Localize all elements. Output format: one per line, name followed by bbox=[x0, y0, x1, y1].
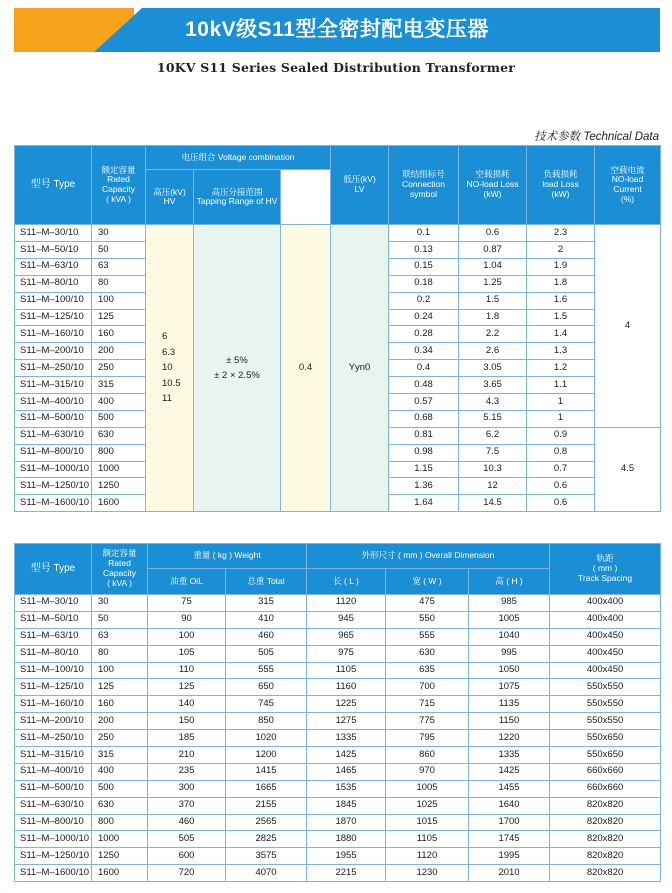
table-row bbox=[15, 814, 661, 831]
cell-capacity: 80 bbox=[92, 275, 146, 292]
cell-model: S11–M–315/10 bbox=[15, 377, 92, 394]
table-row bbox=[15, 696, 661, 713]
cell-noload-loss: 1.36 bbox=[389, 478, 459, 495]
cell-height: 1075 bbox=[469, 679, 550, 696]
cell-length: 1845 bbox=[307, 797, 386, 814]
cell-noload-loss: 0.18 bbox=[389, 275, 459, 292]
cell-noload-loss: 0.15 bbox=[389, 258, 459, 275]
cell-height: 2010 bbox=[469, 865, 550, 882]
table-row bbox=[15, 747, 661, 764]
cell-total-weight: 315 bbox=[226, 595, 307, 612]
cell-noload-loss: 0.2 bbox=[389, 292, 459, 309]
cell-impedance-4: 4 bbox=[595, 225, 661, 428]
cell-track-spacing: 550x550 bbox=[550, 713, 661, 730]
cell-noload-current: 2 bbox=[527, 242, 595, 259]
cell-noload-current: 0.8 bbox=[527, 444, 595, 461]
cell-load-loss: 0.6 bbox=[459, 225, 527, 242]
cell-noload-loss: 0.34 bbox=[389, 343, 459, 360]
cell-capacity: 1600 bbox=[92, 865, 148, 882]
cell-oil-weight: 460 bbox=[148, 814, 226, 831]
cell-track-spacing: 820x820 bbox=[550, 814, 661, 831]
cell-width: 630 bbox=[386, 645, 469, 662]
cell-noload-loss: 0.13 bbox=[389, 242, 459, 259]
cell-capacity: 63 bbox=[92, 628, 148, 645]
cell-load-loss: 5.15 bbox=[459, 410, 527, 427]
cell-height: 1005 bbox=[469, 611, 550, 628]
cell-capacity: 630 bbox=[92, 797, 148, 814]
cell-total-weight: 2155 bbox=[226, 797, 307, 814]
col-header-noload-loss: 空载损耗 NO-load Loss (kW) bbox=[459, 146, 527, 225]
cell-oil-weight: 370 bbox=[148, 797, 226, 814]
col-header-connection: 联结组标号 Connection symbol bbox=[389, 146, 459, 225]
cell-load-loss: 6.2 bbox=[459, 427, 527, 444]
cell-track-spacing: 550x550 bbox=[550, 679, 661, 696]
cell-total-weight: 1665 bbox=[226, 780, 307, 797]
table-row bbox=[15, 797, 661, 814]
cell-model: S11–M–50/10 bbox=[15, 611, 92, 628]
cell-total-weight: 4070 bbox=[226, 865, 307, 882]
cell-capacity: 800 bbox=[92, 814, 148, 831]
col-header-load-loss: 负载损耗 load Loss (kW) bbox=[527, 146, 595, 225]
cell-noload-loss: 0.28 bbox=[389, 326, 459, 343]
t2-col-header-track: 轨距 ( mm ) Track Spacing bbox=[550, 544, 661, 595]
t2-col-header-height: 高 ( H ) bbox=[469, 569, 550, 595]
cell-total-weight: 850 bbox=[226, 713, 307, 730]
cell-load-loss: 3.65 bbox=[459, 377, 527, 394]
cell-oil-weight: 140 bbox=[148, 696, 226, 713]
cell-model: S11–M–1000/10 bbox=[15, 461, 92, 478]
cell-capacity: 400 bbox=[92, 763, 148, 780]
tap-value: ± 2 × 2.5% bbox=[214, 370, 260, 382]
cell-height: 1745 bbox=[469, 831, 550, 848]
cell-total-weight: 745 bbox=[226, 696, 307, 713]
cell-capacity: 160 bbox=[92, 696, 148, 713]
cell-total-weight: 1200 bbox=[226, 747, 307, 764]
cell-load-loss: 12 bbox=[459, 478, 527, 495]
weight-dimension-table bbox=[14, 543, 661, 882]
cell-track-spacing: 660x660 bbox=[550, 763, 661, 780]
cell-total-weight: 3575 bbox=[226, 848, 307, 865]
cell-length: 1275 bbox=[307, 713, 386, 730]
col-header-lv: 低压(kV) LV bbox=[331, 146, 389, 225]
cell-capacity: 63 bbox=[92, 258, 146, 275]
cell-track-spacing: 820x820 bbox=[550, 831, 661, 848]
hv-value: 6.3 bbox=[162, 346, 176, 358]
cell-model: S11–M–1250/10 bbox=[15, 848, 92, 865]
table-row bbox=[15, 831, 661, 848]
cell-load-loss: 1.8 bbox=[459, 309, 527, 326]
table-row bbox=[15, 763, 661, 780]
cell-hv-values bbox=[146, 225, 194, 512]
cell-noload-current: 0.9 bbox=[527, 427, 595, 444]
cell-capacity: 200 bbox=[92, 713, 148, 730]
cell-length: 1225 bbox=[307, 696, 386, 713]
cell-noload-loss: 0.1 bbox=[389, 225, 459, 242]
cell-width: 1105 bbox=[386, 831, 469, 848]
cell-noload-current: 1.5 bbox=[527, 309, 595, 326]
cell-length: 1880 bbox=[307, 831, 386, 848]
table-row bbox=[15, 595, 661, 612]
cell-noload-current: 0.6 bbox=[527, 478, 595, 495]
cell-capacity: 160 bbox=[92, 326, 146, 343]
cell-impedance-4-5: 4.5 bbox=[595, 427, 661, 511]
cell-capacity: 100 bbox=[92, 292, 146, 309]
col-header-tapping: 高压分接范围 Tapping Range of HV bbox=[194, 170, 281, 225]
cell-width: 970 bbox=[386, 763, 469, 780]
cell-width: 635 bbox=[386, 662, 469, 679]
table-row bbox=[15, 628, 661, 645]
table-row bbox=[15, 865, 661, 882]
cell-model: S11–M–250/10 bbox=[15, 360, 92, 377]
cell-model: S11–M–125/10 bbox=[15, 679, 92, 696]
cell-noload-loss: 0.81 bbox=[389, 427, 459, 444]
cell-capacity: 315 bbox=[92, 747, 148, 764]
cell-capacity: 315 bbox=[92, 377, 146, 394]
cell-model: S11–M–160/10 bbox=[15, 326, 92, 343]
cell-load-loss: 10.3 bbox=[459, 461, 527, 478]
cell-capacity: 500 bbox=[92, 410, 146, 427]
cell-capacity: 1000 bbox=[92, 831, 148, 848]
cell-capacity: 500 bbox=[92, 780, 148, 797]
cell-capacity: 50 bbox=[92, 242, 146, 259]
cell-noload-loss: 0.68 bbox=[389, 410, 459, 427]
cell-noload-loss: 0.24 bbox=[389, 309, 459, 326]
table-row bbox=[15, 662, 661, 679]
cell-noload-loss: 0.48 bbox=[389, 377, 459, 394]
cell-length: 1120 bbox=[307, 595, 386, 612]
cell-oil-weight: 105 bbox=[148, 645, 226, 662]
cell-model: S11–M–30/10 bbox=[15, 595, 92, 612]
cell-tapping-range bbox=[194, 225, 281, 512]
cell-length: 1335 bbox=[307, 730, 386, 747]
cell-capacity: 30 bbox=[92, 225, 146, 242]
cell-model: S11–M–200/10 bbox=[15, 343, 92, 360]
cell-width: 555 bbox=[386, 628, 469, 645]
cell-track-spacing: 400x450 bbox=[550, 628, 661, 645]
cell-length: 965 bbox=[307, 628, 386, 645]
cell-width: 715 bbox=[386, 696, 469, 713]
table-row bbox=[15, 611, 661, 628]
cell-model: S11–M–1250/10 bbox=[15, 478, 92, 495]
cell-capacity: 250 bbox=[92, 730, 148, 747]
cell-noload-current: 1.1 bbox=[527, 377, 595, 394]
cell-total-weight: 410 bbox=[226, 611, 307, 628]
hv-value: 11 bbox=[162, 393, 172, 405]
cell-capacity: 125 bbox=[92, 309, 146, 326]
cell-load-loss: 1.5 bbox=[459, 292, 527, 309]
cell-track-spacing: 550x650 bbox=[550, 747, 661, 764]
cell-capacity: 30 bbox=[92, 595, 148, 612]
cell-load-loss: 4.3 bbox=[459, 394, 527, 411]
cell-noload-current: 1 bbox=[527, 394, 595, 411]
cell-noload-loss: 0.98 bbox=[389, 444, 459, 461]
table-row bbox=[15, 645, 661, 662]
cell-model: S11–M–80/10 bbox=[15, 275, 92, 292]
cell-model: S11–M–1600/10 bbox=[15, 865, 92, 882]
cell-capacity: 1000 bbox=[92, 461, 146, 478]
cell-oil-weight: 600 bbox=[148, 848, 226, 865]
cell-capacity: 630 bbox=[92, 427, 146, 444]
cell-total-weight: 505 bbox=[226, 645, 307, 662]
table-row bbox=[15, 679, 661, 696]
cell-load-loss: 1.04 bbox=[459, 258, 527, 275]
cell-model: S11–M–125/10 bbox=[15, 309, 92, 326]
cell-width: 860 bbox=[386, 747, 469, 764]
cell-length: 2215 bbox=[307, 865, 386, 882]
cell-model: S11–M–400/10 bbox=[15, 394, 92, 411]
cell-track-spacing: 400x450 bbox=[550, 645, 661, 662]
cell-total-weight: 2825 bbox=[226, 831, 307, 848]
cell-width: 1120 bbox=[386, 848, 469, 865]
hv-value: 10 bbox=[162, 362, 173, 374]
cell-height: 1995 bbox=[469, 848, 550, 865]
cell-model: S11–M–100/10 bbox=[15, 662, 92, 679]
cell-oil-weight: 210 bbox=[148, 747, 226, 764]
cell-height: 1335 bbox=[469, 747, 550, 764]
t2-col-header-oil: 油重 OiL bbox=[148, 569, 226, 595]
col-header-noload-current: 空载电流 NO-load Current (%) bbox=[595, 146, 661, 225]
cell-noload-current: 0.6 bbox=[527, 495, 595, 512]
cell-noload-loss: 0.4 bbox=[389, 360, 459, 377]
cell-height: 1455 bbox=[469, 780, 550, 797]
cell-load-loss: 1.25 bbox=[459, 275, 527, 292]
cell-model: S11–M–315/10 bbox=[15, 747, 92, 764]
technical-data-table bbox=[14, 145, 661, 512]
cell-track-spacing: 820x820 bbox=[550, 848, 661, 865]
title-banner bbox=[14, 8, 660, 52]
cell-capacity: 1250 bbox=[92, 478, 146, 495]
cell-width: 795 bbox=[386, 730, 469, 747]
cell-track-spacing: 820x820 bbox=[550, 797, 661, 814]
cell-height: 995 bbox=[469, 645, 550, 662]
cell-capacity: 125 bbox=[92, 679, 148, 696]
cell-length: 1105 bbox=[307, 662, 386, 679]
cell-total-weight: 1020 bbox=[226, 730, 307, 747]
col-header-hv: 高压(kV) HV bbox=[146, 170, 194, 225]
cell-lv-value: 0.4 bbox=[281, 225, 331, 512]
cell-model: S11–M–30/10 bbox=[15, 225, 92, 242]
cell-noload-current: 0.7 bbox=[527, 461, 595, 478]
cell-capacity: 50 bbox=[92, 611, 148, 628]
cell-width: 1230 bbox=[386, 865, 469, 882]
cell-capacity: 80 bbox=[92, 645, 148, 662]
t2-col-header-capacity: 额定容量 Rated Capacity ( kVA ) bbox=[92, 544, 148, 595]
cell-height: 1050 bbox=[469, 662, 550, 679]
page-title: 10kV级S11型全密封配电变压器 bbox=[185, 18, 489, 41]
cell-track-spacing: 400x450 bbox=[550, 662, 661, 679]
cell-load-loss: 2.2 bbox=[459, 326, 527, 343]
cell-load-loss: 0.87 bbox=[459, 242, 527, 259]
cell-model: S11–M–500/10 bbox=[15, 780, 92, 797]
cell-height: 1700 bbox=[469, 814, 550, 831]
cell-oil-weight: 720 bbox=[148, 865, 226, 882]
cell-height: 1220 bbox=[469, 730, 550, 747]
cell-noload-current: 1.2 bbox=[527, 360, 595, 377]
cell-oil-weight: 125 bbox=[148, 679, 226, 696]
cell-oil-weight: 235 bbox=[148, 763, 226, 780]
cell-height: 985 bbox=[469, 595, 550, 612]
cell-model: S11–M–63/10 bbox=[15, 628, 92, 645]
cell-noload-current: 1.6 bbox=[527, 292, 595, 309]
cell-noload-loss: 1.64 bbox=[389, 495, 459, 512]
cell-capacity: 100 bbox=[92, 662, 148, 679]
cell-model: S11–M–160/10 bbox=[15, 696, 92, 713]
table-row bbox=[15, 713, 661, 730]
cell-total-weight: 650 bbox=[226, 679, 307, 696]
table-row bbox=[15, 730, 661, 747]
cell-model: S11–M–50/10 bbox=[15, 242, 92, 259]
cell-width: 1005 bbox=[386, 780, 469, 797]
cell-model: S11–M–400/10 bbox=[15, 763, 92, 780]
cell-oil-weight: 100 bbox=[148, 628, 226, 645]
cell-height: 1040 bbox=[469, 628, 550, 645]
table-row bbox=[15, 848, 661, 865]
t2-col-header-dimension: 外形尺寸 ( mm ) Overall Dimension bbox=[307, 544, 550, 569]
cell-capacity: 200 bbox=[92, 343, 146, 360]
cell-width: 775 bbox=[386, 713, 469, 730]
col-header-model: 型号 Type bbox=[15, 146, 92, 225]
cell-height: 1640 bbox=[469, 797, 550, 814]
cell-connection-value: Yyn0 bbox=[331, 225, 389, 512]
cell-load-loss: 7.5 bbox=[459, 444, 527, 461]
cell-height: 1425 bbox=[469, 763, 550, 780]
cell-model: S11–M–100/10 bbox=[15, 292, 92, 309]
cell-oil-weight: 300 bbox=[148, 780, 226, 797]
cell-track-spacing: 550x550 bbox=[550, 696, 661, 713]
cell-width: 700 bbox=[386, 679, 469, 696]
cell-model: S11–M–1600/10 bbox=[15, 495, 92, 512]
cell-oil-weight: 185 bbox=[148, 730, 226, 747]
technical-data-label: 技术参数 Technical Data bbox=[534, 131, 659, 143]
cell-oil-weight: 110 bbox=[148, 662, 226, 679]
cell-noload-current: 1.4 bbox=[527, 326, 595, 343]
col-header-voltage-combination: 电压组合 Voltage combination bbox=[146, 146, 331, 170]
table-row bbox=[15, 225, 661, 242]
cell-length: 1955 bbox=[307, 848, 386, 865]
cell-noload-loss: 1.15 bbox=[389, 461, 459, 478]
t2-col-header-width: 宽 ( W ) bbox=[386, 569, 469, 595]
cell-track-spacing: 820x820 bbox=[550, 865, 661, 882]
hv-value: 10.5 bbox=[162, 377, 181, 389]
cell-track-spacing: 550x650 bbox=[550, 730, 661, 747]
cell-noload-current: 1 bbox=[527, 410, 595, 427]
cell-model: S11–M–250/10 bbox=[15, 730, 92, 747]
cell-load-loss: 3.05 bbox=[459, 360, 527, 377]
cell-model: S11–M–1000/10 bbox=[15, 831, 92, 848]
cell-noload-loss: 0.57 bbox=[389, 394, 459, 411]
cell-noload-current: 1.8 bbox=[527, 275, 595, 292]
cell-oil-weight: 75 bbox=[148, 595, 226, 612]
hv-value: 6 bbox=[162, 331, 168, 343]
t2-col-header-total: 总重 Total bbox=[226, 569, 307, 595]
cell-height: 1150 bbox=[469, 713, 550, 730]
col-header-capacity: 额定容量 Rated Capacity ( kVA ) bbox=[92, 146, 146, 225]
cell-length: 975 bbox=[307, 645, 386, 662]
cell-noload-current: 2.3 bbox=[527, 225, 595, 242]
cell-capacity: 250 bbox=[92, 360, 146, 377]
t2-col-header-length: 长 ( L ) bbox=[307, 569, 386, 595]
cell-track-spacing: 400x400 bbox=[550, 595, 661, 612]
cell-length: 1870 bbox=[307, 814, 386, 831]
cell-noload-current: 1.9 bbox=[527, 258, 595, 275]
cell-total-weight: 1415 bbox=[226, 763, 307, 780]
cell-height: 1135 bbox=[469, 696, 550, 713]
cell-model: S11–M–630/10 bbox=[15, 797, 92, 814]
cell-capacity: 800 bbox=[92, 444, 146, 461]
cell-capacity: 1600 bbox=[92, 495, 146, 512]
cell-track-spacing: 400x400 bbox=[550, 611, 661, 628]
table-row bbox=[15, 780, 661, 797]
cell-width: 475 bbox=[386, 595, 469, 612]
tap-value: ± 5% bbox=[226, 355, 248, 367]
cell-width: 1015 bbox=[386, 814, 469, 831]
cell-noload-current: 1.3 bbox=[527, 343, 595, 360]
cell-oil-weight: 90 bbox=[148, 611, 226, 628]
cell-model: S11–M–80/10 bbox=[15, 645, 92, 662]
cell-width: 1025 bbox=[386, 797, 469, 814]
cell-model: S11–M–630/10 bbox=[15, 427, 92, 444]
cell-length: 945 bbox=[307, 611, 386, 628]
cell-load-loss: 14.5 bbox=[459, 495, 527, 512]
cell-total-weight: 555 bbox=[226, 662, 307, 679]
cell-model: S11–M–200/10 bbox=[15, 713, 92, 730]
cell-oil-weight: 505 bbox=[148, 831, 226, 848]
cell-total-weight: 2565 bbox=[226, 814, 307, 831]
t2-col-header-model: 型号 Type bbox=[15, 544, 92, 595]
cell-capacity: 1250 bbox=[92, 848, 148, 865]
cell-model: S11–M–800/10 bbox=[15, 444, 92, 461]
cell-model: S11–M–800/10 bbox=[15, 814, 92, 831]
page-subtitle: 10KV S11 Series Sealed Distribution Transformer bbox=[156, 60, 516, 75]
cell-length: 1465 bbox=[307, 763, 386, 780]
cell-capacity: 400 bbox=[92, 394, 146, 411]
cell-length: 1425 bbox=[307, 747, 386, 764]
cell-oil-weight: 150 bbox=[148, 713, 226, 730]
cell-length: 1160 bbox=[307, 679, 386, 696]
cell-total-weight: 460 bbox=[226, 628, 307, 645]
cell-load-loss: 2.6 bbox=[459, 343, 527, 360]
cell-width: 550 bbox=[386, 611, 469, 628]
cell-track-spacing: 660x660 bbox=[550, 780, 661, 797]
cell-length: 1535 bbox=[307, 780, 386, 797]
t2-col-header-weight: 重量 ( kg ) Weight bbox=[148, 544, 307, 569]
cell-model: S11–M–500/10 bbox=[15, 410, 92, 427]
cell-model: S11–M–63/10 bbox=[15, 258, 92, 275]
